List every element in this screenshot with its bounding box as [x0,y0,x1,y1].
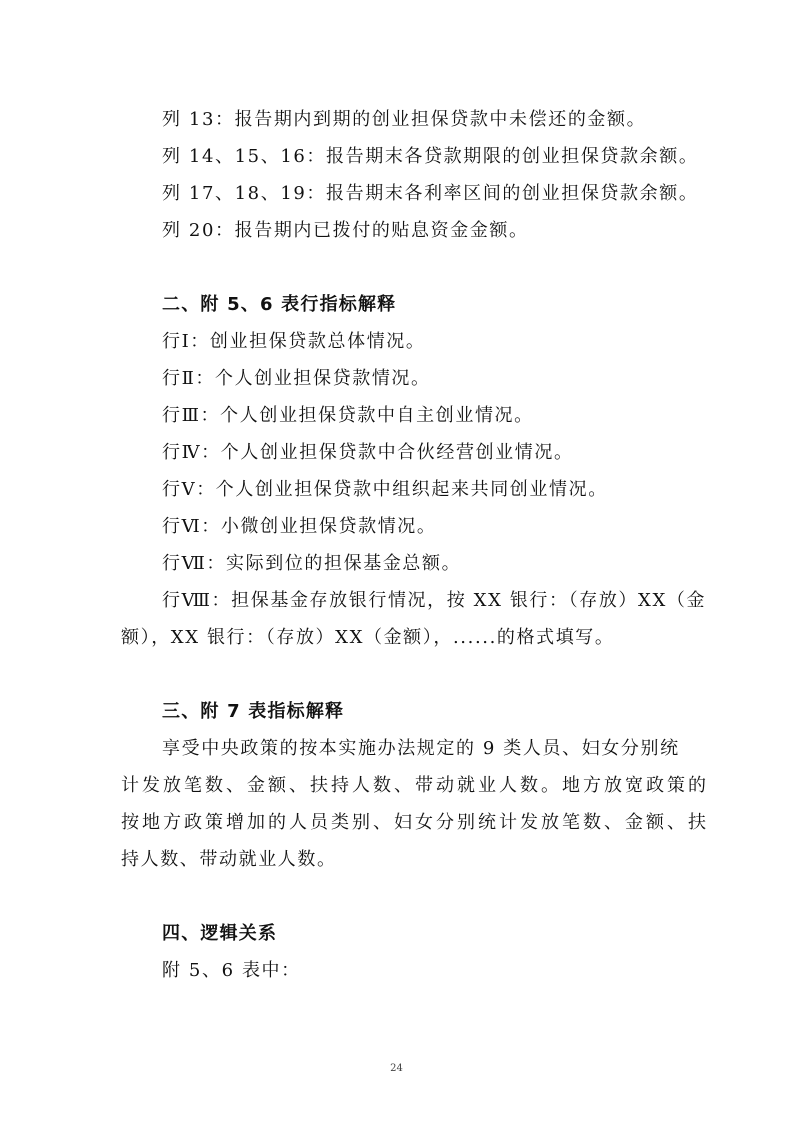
column-17-19-description: 列 17、18、19：报告期末各利率区间的创业担保贷款余额。 [162,183,699,204]
row-6-description: 行Ⅵ：小微创业担保贷款情况。 [162,516,437,537]
row-5-description: 行Ⅴ：个人创业担保贷款中组织起来共同创业情况。 [162,479,608,500]
column-14-16-description: 列 14、15、16：报告期末各贷款期限的创业担保贷款余额。 [162,146,699,167]
section-3-paragraph-line-4: 持人数、带动就业人数。 [121,849,337,870]
section-3-paragraph-line-1: 享受中央政策的按本实施办法规定的 9 类人员、妇女分别统 [162,738,680,759]
row-3-description: 行Ⅲ：个人创业担保贷款中自主创业情况。 [162,405,534,426]
section-3-heading: 三、附 7 表指标解释 [162,701,345,722]
row-2-description: 行Ⅱ：个人创业担保贷款情况。 [162,368,431,389]
row-7-description: 行Ⅶ：实际到位的担保基金总额。 [162,553,462,574]
section-4-heading: 四、逻辑关系 [162,923,278,944]
section-3-paragraph-line-3: 按地方政策增加的人员类别、妇女分别统计发放笔数、金额、扶 [121,812,709,833]
page-number: 24 [390,1063,403,1074]
row-4-description: 行Ⅳ：个人创业担保贷款中合伙经营创业情况。 [162,442,574,463]
column-13-description: 列 13：报告期内到期的创业担保贷款中未偿还的金额。 [162,109,647,130]
section-4-intro: 附 5、6 表中： [162,960,301,981]
section-2-heading: 二、附 5、6 表行指标解释 [162,294,397,315]
row-8-description-line-2: 额），XX 银行：（存放）XX（金额），......的格式填写。 [121,627,615,648]
column-20-description: 列 20：报告期内已拨付的贴息资金金额。 [162,220,529,241]
section-3-paragraph-line-2: 计发放笔数、金额、扶持人数、带动就业人数。地方放宽政策的 [121,775,709,796]
row-1-description: 行Ⅰ：创业担保贷款总体情况。 [162,331,426,352]
row-8-description-line-1: 行Ⅷ：担保基金存放银行情况，按 XX 银行：（存放）XX（金 [162,590,707,611]
